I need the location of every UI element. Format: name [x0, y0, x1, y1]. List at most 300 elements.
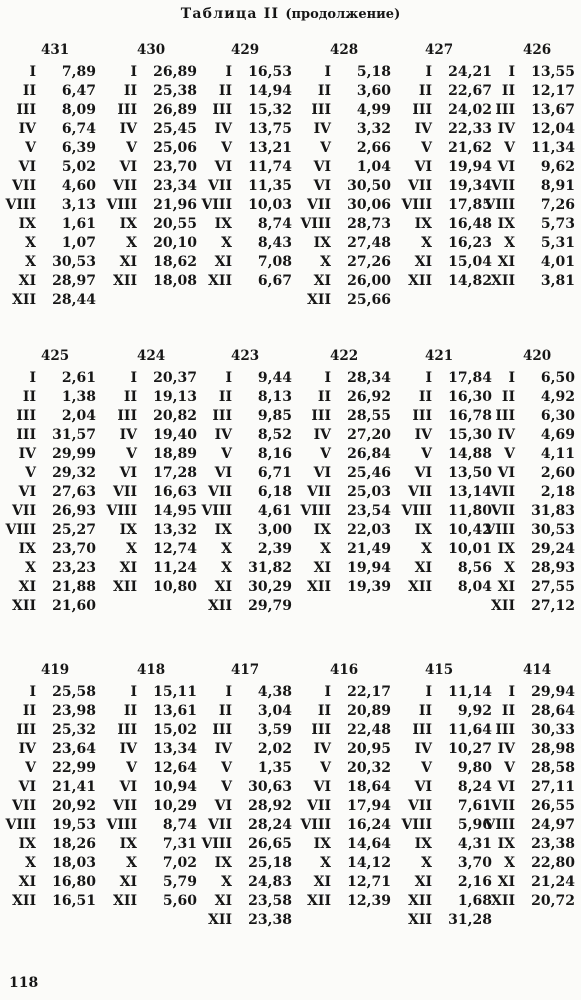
month-numeral: II — [22, 83, 36, 99]
month-numeral: IX — [214, 855, 232, 871]
month-numeral: VIII — [5, 197, 36, 213]
month-numeral: II — [418, 83, 432, 99]
day-value: 30,50 — [347, 178, 391, 194]
day-value: 16,78 — [448, 408, 492, 424]
day-value: 30,63 — [248, 779, 292, 795]
day-value: 18,26 — [52, 836, 96, 852]
day-value: 27,55 — [531, 579, 575, 595]
day-value: 21,60 — [52, 598, 96, 614]
table-row — [0, 912, 492, 931]
day-value: 5,31 — [540, 235, 575, 251]
day-value: 3,32 — [356, 121, 391, 137]
day-value: 11,74 — [248, 159, 292, 175]
day-value: 26,89 — [153, 64, 197, 80]
month-numeral: V — [320, 760, 331, 776]
month-numeral: XI — [497, 874, 515, 890]
month-numeral: XI — [18, 273, 36, 289]
month-numeral: VI — [497, 465, 515, 481]
day-value: 8,74 — [162, 817, 197, 833]
day-value: 19,34 — [448, 178, 492, 194]
month-numeral: IV — [414, 427, 432, 443]
day-value: 9,80 — [457, 760, 492, 776]
day-value: 26,89 — [153, 102, 197, 118]
table-row — [0, 541, 575, 560]
month-numeral: I — [130, 64, 137, 80]
month-numeral: I — [425, 64, 432, 80]
month-numeral: I — [425, 370, 432, 386]
table-row — [0, 465, 575, 484]
table-row — [0, 121, 575, 140]
month-numeral: IX — [18, 836, 36, 852]
day-value: 20,95 — [347, 741, 391, 757]
month-numeral: IV — [214, 427, 232, 443]
day-value: 15,32 — [248, 102, 292, 118]
table-row — [0, 235, 575, 254]
month-numeral: VII — [208, 484, 232, 500]
day-value: 21,49 — [347, 541, 391, 557]
table-row — [0, 446, 575, 465]
day-value: 28,98 — [531, 741, 575, 757]
column-header: 431 — [41, 42, 70, 58]
month-numeral: VIII — [106, 197, 137, 213]
month-numeral: VIII — [5, 522, 36, 538]
month-numeral: V — [25, 140, 36, 156]
month-numeral: VII — [408, 798, 432, 814]
month-numeral: XII — [307, 579, 331, 595]
month-numeral: VI — [119, 779, 137, 795]
month-numeral: XII — [307, 292, 331, 308]
day-value: 20,82 — [153, 408, 197, 424]
month-numeral: IX — [497, 836, 515, 852]
day-value: 23,70 — [52, 541, 96, 557]
month-numeral: XII — [491, 598, 515, 614]
day-value: 7,26 — [540, 197, 575, 213]
month-numeral: VII — [113, 798, 137, 814]
table-row — [0, 102, 575, 121]
month-numeral: X — [25, 855, 36, 871]
day-value: 9,85 — [257, 408, 292, 424]
day-value: 31,28 — [448, 912, 492, 928]
month-numeral: X — [221, 235, 232, 251]
day-value: 14,95 — [153, 503, 197, 519]
month-numeral: VII — [408, 178, 432, 194]
table-row — [0, 798, 575, 817]
month-numeral: V — [504, 446, 515, 462]
month-numeral: III — [412, 102, 432, 118]
day-value: 7,31 — [162, 836, 197, 852]
day-value: 8,09 — [61, 102, 96, 118]
table-title-sub: (продолжение) — [285, 7, 401, 22]
column-header: 428 — [330, 42, 359, 58]
month-numeral: XII — [208, 598, 232, 614]
day-value: 23,64 — [52, 741, 96, 757]
month-numeral: XII — [208, 912, 232, 928]
month-numeral: X — [320, 541, 331, 557]
month-numeral: V — [25, 465, 36, 481]
day-value: 14,94 — [248, 83, 292, 99]
month-numeral: I — [130, 370, 137, 386]
month-numeral: III — [117, 722, 137, 738]
day-value: 6,71 — [257, 465, 292, 481]
day-value: 24,97 — [531, 817, 575, 833]
month-numeral: VI — [414, 465, 432, 481]
month-numeral: IV — [313, 121, 331, 137]
day-value: 13,55 — [531, 64, 575, 80]
month-numeral: III — [212, 102, 232, 118]
day-value: 6,47 — [61, 83, 96, 99]
month-numeral: III — [117, 408, 137, 424]
day-value: 31,83 — [531, 503, 575, 519]
day-value: 2,18 — [540, 484, 575, 500]
day-value: 16,30 — [448, 389, 492, 405]
day-value: 30,53 — [52, 254, 96, 270]
table-row — [0, 197, 575, 216]
day-value: 22,48 — [347, 722, 391, 738]
day-value: 15,02 — [153, 722, 197, 738]
day-value: 2,04 — [61, 408, 96, 424]
column-header: 421 — [425, 348, 454, 364]
month-numeral: III — [16, 722, 36, 738]
day-value: 17,94 — [347, 798, 391, 814]
month-numeral: VIII — [201, 836, 232, 852]
day-value: 4,01 — [540, 254, 575, 270]
month-numeral: XI — [313, 874, 331, 890]
month-numeral: V — [126, 140, 137, 156]
month-numeral: V — [421, 140, 432, 156]
month-numeral: V — [126, 760, 137, 776]
day-value: 28,93 — [531, 560, 575, 576]
month-numeral: II — [22, 703, 36, 719]
day-value: 21,96 — [153, 197, 197, 213]
day-value: 7,08 — [257, 254, 292, 270]
day-value: 3,13 — [61, 197, 96, 213]
day-value: 1,04 — [356, 159, 391, 175]
month-numeral: IV — [497, 427, 515, 443]
day-value: 6,30 — [540, 408, 575, 424]
month-numeral: III — [495, 722, 515, 738]
day-value: 30,33 — [531, 722, 575, 738]
day-value: 22,03 — [347, 522, 391, 538]
month-numeral: VII — [307, 484, 331, 500]
month-numeral: IV — [119, 427, 137, 443]
month-numeral: IV — [313, 741, 331, 757]
day-value: 30,29 — [248, 579, 292, 595]
table-row — [0, 159, 575, 178]
month-numeral: IX — [119, 522, 137, 538]
month-numeral: II — [501, 83, 515, 99]
month-numeral: V — [421, 760, 432, 776]
day-value: 13,32 — [153, 522, 197, 538]
day-value: 21,41 — [52, 779, 96, 795]
month-numeral: XI — [119, 254, 137, 270]
day-value: 1,61 — [61, 216, 96, 232]
day-value: 12,39 — [347, 893, 391, 909]
month-numeral: IV — [119, 741, 137, 757]
day-value: 16,48 — [448, 216, 492, 232]
month-numeral: VIII — [401, 197, 432, 213]
table-row — [0, 389, 575, 408]
month-numeral: VIII — [106, 817, 137, 833]
day-value: 5,96 — [457, 817, 492, 833]
month-numeral: XI — [497, 579, 515, 595]
table-row — [0, 893, 575, 912]
month-numeral: X — [25, 235, 36, 251]
day-value: 13,75 — [248, 121, 292, 137]
day-value: 23,98 — [52, 703, 96, 719]
day-value: 23,38 — [531, 836, 575, 852]
day-value: 24,21 — [448, 64, 492, 80]
month-numeral: VI — [214, 798, 232, 814]
day-value: 3,81 — [540, 273, 575, 289]
day-value: 27,12 — [531, 598, 575, 614]
day-value: 22,33 — [448, 121, 492, 137]
day-value: 24,83 — [248, 874, 292, 890]
table-row — [0, 722, 575, 741]
month-numeral: IX — [313, 836, 331, 852]
day-value: 29,24 — [531, 541, 575, 557]
day-value: 10,27 — [448, 741, 492, 757]
month-numeral: V — [221, 140, 232, 156]
day-value: 5,60 — [162, 893, 197, 909]
month-numeral: XI — [497, 254, 515, 270]
day-value: 26,00 — [347, 273, 391, 289]
day-value: 26,84 — [347, 446, 391, 462]
month-numeral: VI — [313, 779, 331, 795]
day-value: 12,64 — [153, 760, 197, 776]
day-value: 7,02 — [162, 855, 197, 871]
table-row — [0, 408, 575, 427]
day-value: 2,61 — [61, 370, 96, 386]
month-numeral: V — [320, 140, 331, 156]
month-numeral: V — [126, 446, 137, 462]
day-value: 28,64 — [531, 703, 575, 719]
month-numeral: II — [218, 83, 232, 99]
day-value: 25,45 — [153, 121, 197, 137]
day-value: 4,60 — [61, 178, 96, 194]
day-value: 16,63 — [153, 484, 197, 500]
month-numeral: I — [508, 684, 515, 700]
month-numeral: II — [418, 389, 432, 405]
month-numeral: VIII — [484, 522, 515, 538]
month-numeral: I — [425, 684, 432, 700]
month-numeral: V — [421, 446, 432, 462]
day-value: 28,34 — [347, 370, 391, 386]
month-numeral: VII — [208, 178, 232, 194]
day-value: 4,38 — [257, 684, 292, 700]
month-numeral: X — [126, 855, 137, 871]
day-value: 4,31 — [457, 836, 492, 852]
month-numeral: III — [311, 722, 331, 738]
day-value: 9,92 — [457, 703, 492, 719]
month-numeral: IX — [18, 216, 36, 232]
table-row — [0, 484, 575, 503]
day-value: 4,69 — [540, 427, 575, 443]
column-header: 429 — [231, 42, 260, 58]
month-numeral: VIII — [401, 503, 432, 519]
table-row — [0, 427, 575, 446]
month-numeral: X — [320, 254, 331, 270]
table-row — [0, 273, 575, 292]
day-value: 28,44 — [52, 292, 96, 308]
month-numeral: XII — [491, 273, 515, 289]
day-value: 17,28 — [153, 465, 197, 481]
day-value: 21,62 — [448, 140, 492, 156]
month-numeral: XII — [113, 579, 137, 595]
table-row — [0, 370, 575, 389]
month-numeral: V — [221, 760, 232, 776]
table-title — [0, 6, 581, 22]
month-numeral: VI — [18, 159, 36, 175]
day-value: 14,88 — [448, 446, 492, 462]
month-numeral: X — [421, 541, 432, 557]
month-numeral: VIII — [5, 817, 36, 833]
day-value: 18,62 — [153, 254, 197, 270]
day-value: 28,73 — [347, 216, 391, 232]
day-value: 8,04 — [457, 579, 492, 595]
month-numeral: X — [126, 235, 137, 251]
day-value: 12,17 — [531, 83, 575, 99]
day-value: 21,88 — [52, 579, 96, 595]
day-value: 13,50 — [448, 465, 492, 481]
day-value: 11,34 — [531, 140, 575, 156]
day-value: 5,73 — [540, 216, 575, 232]
day-value: 14,64 — [347, 836, 391, 852]
month-numeral: III — [16, 408, 36, 424]
month-numeral: VII — [491, 178, 515, 194]
day-value: 18,64 — [347, 779, 391, 795]
month-numeral: IV — [414, 741, 432, 757]
month-numeral: VI — [214, 159, 232, 175]
day-value: 27,48 — [347, 235, 391, 251]
month-numeral: VII — [491, 484, 515, 500]
day-value: 20,89 — [347, 703, 391, 719]
day-value: 14,12 — [347, 855, 391, 871]
month-numeral: III — [495, 102, 515, 118]
day-value: 8,43 — [257, 235, 292, 251]
month-numeral: IX — [313, 522, 331, 538]
table-row — [0, 503, 575, 522]
month-numeral: I — [324, 370, 331, 386]
month-numeral: XII — [307, 893, 331, 909]
month-numeral: IX — [214, 216, 232, 232]
table-row — [0, 874, 575, 893]
day-value: 2,16 — [457, 874, 492, 890]
column-header: 426 — [523, 42, 552, 58]
table-row — [0, 522, 575, 541]
table-row — [0, 855, 575, 874]
month-numeral: XI — [214, 254, 232, 270]
month-numeral: II — [218, 389, 232, 405]
day-value: 27,11 — [531, 779, 575, 795]
table-row — [0, 140, 575, 159]
month-numeral: VII — [12, 503, 36, 519]
month-numeral: X — [421, 855, 432, 871]
month-numeral: IX — [414, 216, 432, 232]
day-value: 16,80 — [52, 874, 96, 890]
day-value: 28,24 — [248, 817, 292, 833]
month-numeral: V — [221, 446, 232, 462]
day-value: 21,24 — [531, 874, 575, 890]
table-row — [0, 598, 575, 617]
day-value: 28,97 — [52, 273, 96, 289]
day-value: 29,99 — [52, 446, 96, 462]
month-numeral: IV — [497, 741, 515, 757]
month-numeral: VI — [414, 159, 432, 175]
day-value: 4,11 — [540, 446, 575, 462]
day-value: 11,80 — [448, 503, 492, 519]
month-numeral: VI — [214, 465, 232, 481]
month-numeral: II — [218, 703, 232, 719]
month-numeral: VI — [313, 465, 331, 481]
month-numeral: X — [126, 541, 137, 557]
month-numeral: I — [29, 64, 36, 80]
day-value: 27,63 — [52, 484, 96, 500]
month-numeral: II — [418, 703, 432, 719]
day-value: 2,60 — [540, 465, 575, 481]
month-numeral: X — [504, 855, 515, 871]
day-value: 30,06 — [347, 197, 391, 213]
day-value: 4,61 — [257, 503, 292, 519]
day-value: 6,50 — [540, 370, 575, 386]
day-value: 8,52 — [257, 427, 292, 443]
day-value: 29,79 — [248, 598, 292, 614]
day-value: 22,17 — [347, 684, 391, 700]
month-numeral: III — [311, 408, 331, 424]
day-value: 22,67 — [448, 83, 492, 99]
month-numeral: XI — [414, 560, 432, 576]
day-value: 6,18 — [257, 484, 292, 500]
day-value: 30,53 — [531, 522, 575, 538]
table-row — [0, 703, 575, 722]
month-numeral: IX — [119, 216, 137, 232]
day-value: 12,04 — [531, 121, 575, 137]
day-value: 10,03 — [248, 197, 292, 213]
day-value: 24,02 — [448, 102, 492, 118]
month-numeral: VII — [12, 798, 36, 814]
day-value: 10,80 — [153, 579, 197, 595]
month-numeral: IV — [313, 427, 331, 443]
day-value: 27,20 — [347, 427, 391, 443]
month-numeral: II — [317, 83, 331, 99]
day-value: 4,92 — [540, 389, 575, 405]
month-numeral: VII — [307, 197, 331, 213]
day-value: 6,74 — [61, 121, 96, 137]
day-value: 31,82 — [248, 560, 292, 576]
month-numeral: XII — [12, 893, 36, 909]
month-numeral: III — [212, 722, 232, 738]
day-value: 5,18 — [356, 64, 391, 80]
day-value: 7,89 — [61, 64, 96, 80]
day-value: 16,23 — [448, 235, 492, 251]
day-value: 3,59 — [257, 722, 292, 738]
day-value: 25,58 — [52, 684, 96, 700]
month-numeral: VIII — [106, 503, 137, 519]
day-value: 18,89 — [153, 446, 197, 462]
day-value: 5,79 — [162, 874, 197, 890]
month-numeral: VII — [208, 817, 232, 833]
day-value: 20,72 — [531, 893, 575, 909]
month-numeral: X — [320, 855, 331, 871]
month-numeral: X — [504, 560, 515, 576]
month-numeral: XI — [119, 560, 137, 576]
day-value: 23,58 — [248, 893, 292, 909]
month-numeral: VIII — [201, 503, 232, 519]
month-numeral: VIII — [300, 216, 331, 232]
table-row — [0, 254, 575, 273]
day-value: 25,27 — [52, 522, 96, 538]
day-value: 6,39 — [61, 140, 96, 156]
month-numeral: X — [221, 541, 232, 557]
